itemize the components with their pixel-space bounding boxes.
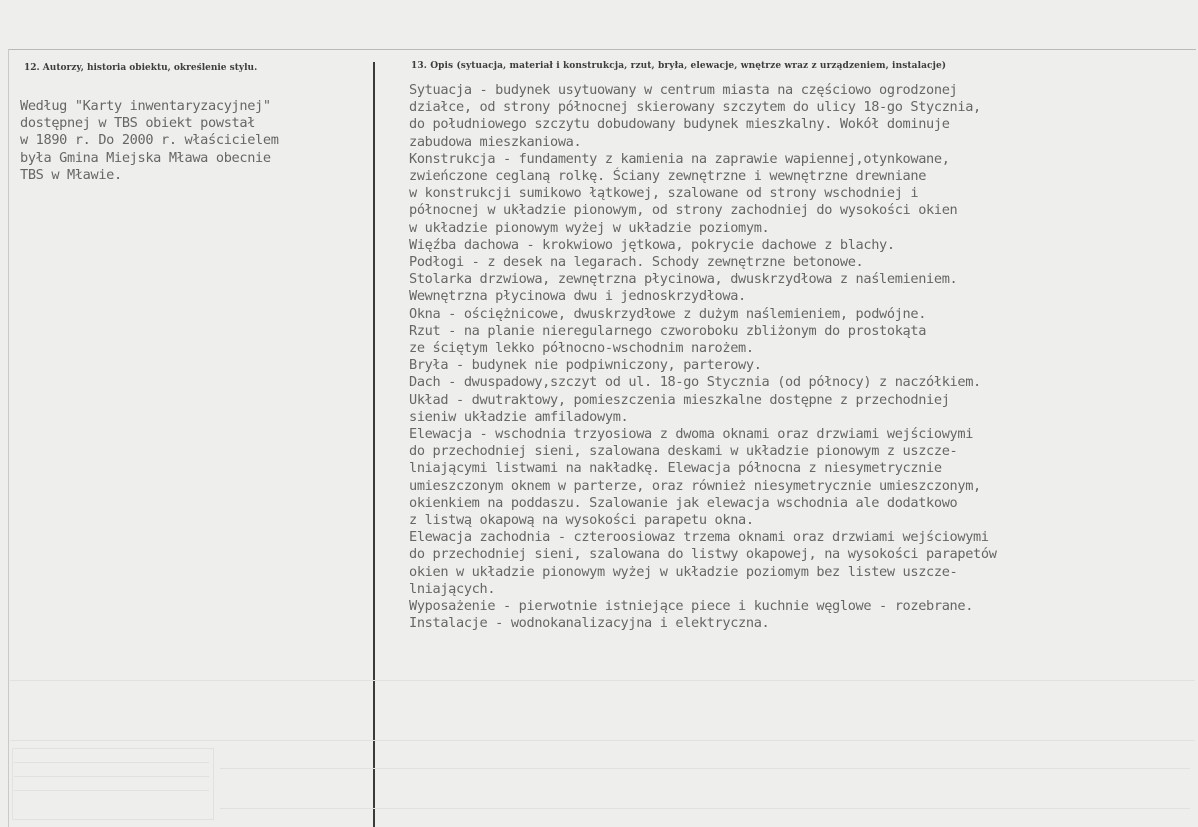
text-line: Układ - dwutraktowy, pomieszczenia mieszkalne dostępne z przechodniej (409, 391, 950, 408)
text-line: lniających. (409, 580, 496, 597)
text-line: do przechodniej sieni, szalowana do listwy okapowej, na wysokości parapetów (409, 546, 997, 563)
text-line: zwieńczone ceglaną rolkę. Ściany zewnętrzne i wewnętrzne drewniane (409, 168, 927, 185)
text-line: sieniw układzie amfiladowym. (409, 408, 629, 425)
text-line: Instalacje - wodnokanalizacyjna i elektryczna. (409, 615, 770, 632)
text-line: Wyposażenie - pierwotnie istniejące piece i kuchnie węglowe - rozebrane. (409, 598, 974, 615)
section-12-heading: 12. Autorzy, historia obiektu, określenie stylu. (24, 63, 258, 73)
text-line: w 1890 r. Do 2000 r. właścicielem (20, 132, 279, 149)
section-13-heading: 13. Opis (sytuacja, materiał i konstrukcja, rzut, bryła, elewacje, wnętrze wraz z urządzeniem, instalacje) (411, 61, 947, 71)
bleed-through-line (14, 762, 209, 763)
bleed-through-box (12, 748, 214, 820)
bleed-through-line (10, 680, 1195, 681)
text-line: umieszczonym oknem w parterze, oraz również niesymetrycznie umieszczonym, (409, 477, 981, 494)
text-line: w konstrukcji sumikowo łątkowej, szalowane od strony wschodniej i (409, 185, 919, 202)
text-line: Okna - ościężnicowe, dwuskrzydłowe z dużym naślemieniem, podwójne. (409, 305, 927, 322)
text-line: Według "Karty inwentaryzacyjnej" (20, 98, 271, 114)
text-line: lniającymi listwami na nakładkę. Elewacja północna z niesymetrycznie (409, 460, 942, 477)
section-12-text (20, 98, 279, 184)
text-line: północnej w układzie pionowym, od strony zachodniej do wysokości okien (409, 202, 958, 219)
text-line: zabudowa mieszkaniowa. (409, 133, 582, 150)
text-line: Rzut - na planie nieregularnego czworoboku zbliżonym do prostokąta (409, 322, 927, 339)
text-line: działce, od strony północnej skierowany szczytem do ulicy 18-go Stycznia, (409, 99, 981, 116)
bleed-through-line (14, 790, 209, 791)
column-divider (373, 62, 375, 827)
bleed-through-line (220, 808, 1190, 809)
text-line: okien w układzie pionowym wyżej w układzie poziomym bez listew uszcze- (409, 563, 958, 580)
text-line: ze ściętym lekko północno-wschodnim narożem. (409, 340, 754, 357)
text-line: z listwą okapową na wysokości parapetu okna. (409, 512, 754, 529)
text-line: Podłogi - z desek na legarach. Schody zewnętrzne betonowe. (409, 254, 864, 271)
section-13-text (409, 82, 997, 633)
bleed-through-line (14, 776, 209, 777)
text-line: Konstrukcja - fundamenty z kamienia na zaprawie wapiennej,otynkowane, (409, 150, 950, 167)
text-line: okienkiem na poddaszu. Szalowanie jak elewacja wschodnia ale dodatkowo (409, 494, 958, 511)
text-line: dostępnej w TBS obiekt powstał (20, 115, 256, 132)
top-border-line (8, 49, 1196, 50)
text-line: Elewacja - wschodnia trzyosiowa z dwoma oknami oraz drzwiami wejściowymi (409, 426, 974, 443)
text-line: TBS w Mławie. (20, 166, 122, 183)
text-line: w układzie pionowym wyżej w układzie poziomym. (409, 219, 770, 236)
text-line: Więźba dachowa - krokwiowo jętkowa, pokrycie dachowe z blachy. (409, 236, 895, 253)
left-border-line (8, 49, 9, 827)
text-line: Wewnętrzna płycinowa dwu i jednoskrzydłowa. (409, 288, 746, 305)
text-line: była Gmina Miejska Mława obecnie (20, 149, 271, 166)
text-line: do południowego szczytu dobudowany budynek mieszkalny. Wokół dominuje (409, 116, 950, 133)
bleed-through-line (220, 768, 1190, 769)
text-line: Bryła - budynek nie podpiwniczony, parterowy. (409, 357, 762, 374)
text-line: do przechodniej sieni, szalowana deskami w układzie pionowym z uszcze- (409, 443, 958, 460)
text-line: Sytuacja - budynek usytuowany w centrum miasta na częściowo ogrodzonej (409, 82, 958, 98)
bleed-through-line (10, 740, 1195, 741)
text-line: Stolarka drzwiowa, zewnętrzna płycinowa, dwuskrzydłowa z naślemieniem. (409, 271, 958, 288)
text-line: Dach - dwuspadowy,szczyt od ul. 18-go Stycznia (od północy) z naczółkiem. (409, 374, 981, 391)
text-line: Elewacja zachodnia - czteroosiowaz trzema oknami oraz drzwiami wejściowymi (409, 529, 989, 546)
